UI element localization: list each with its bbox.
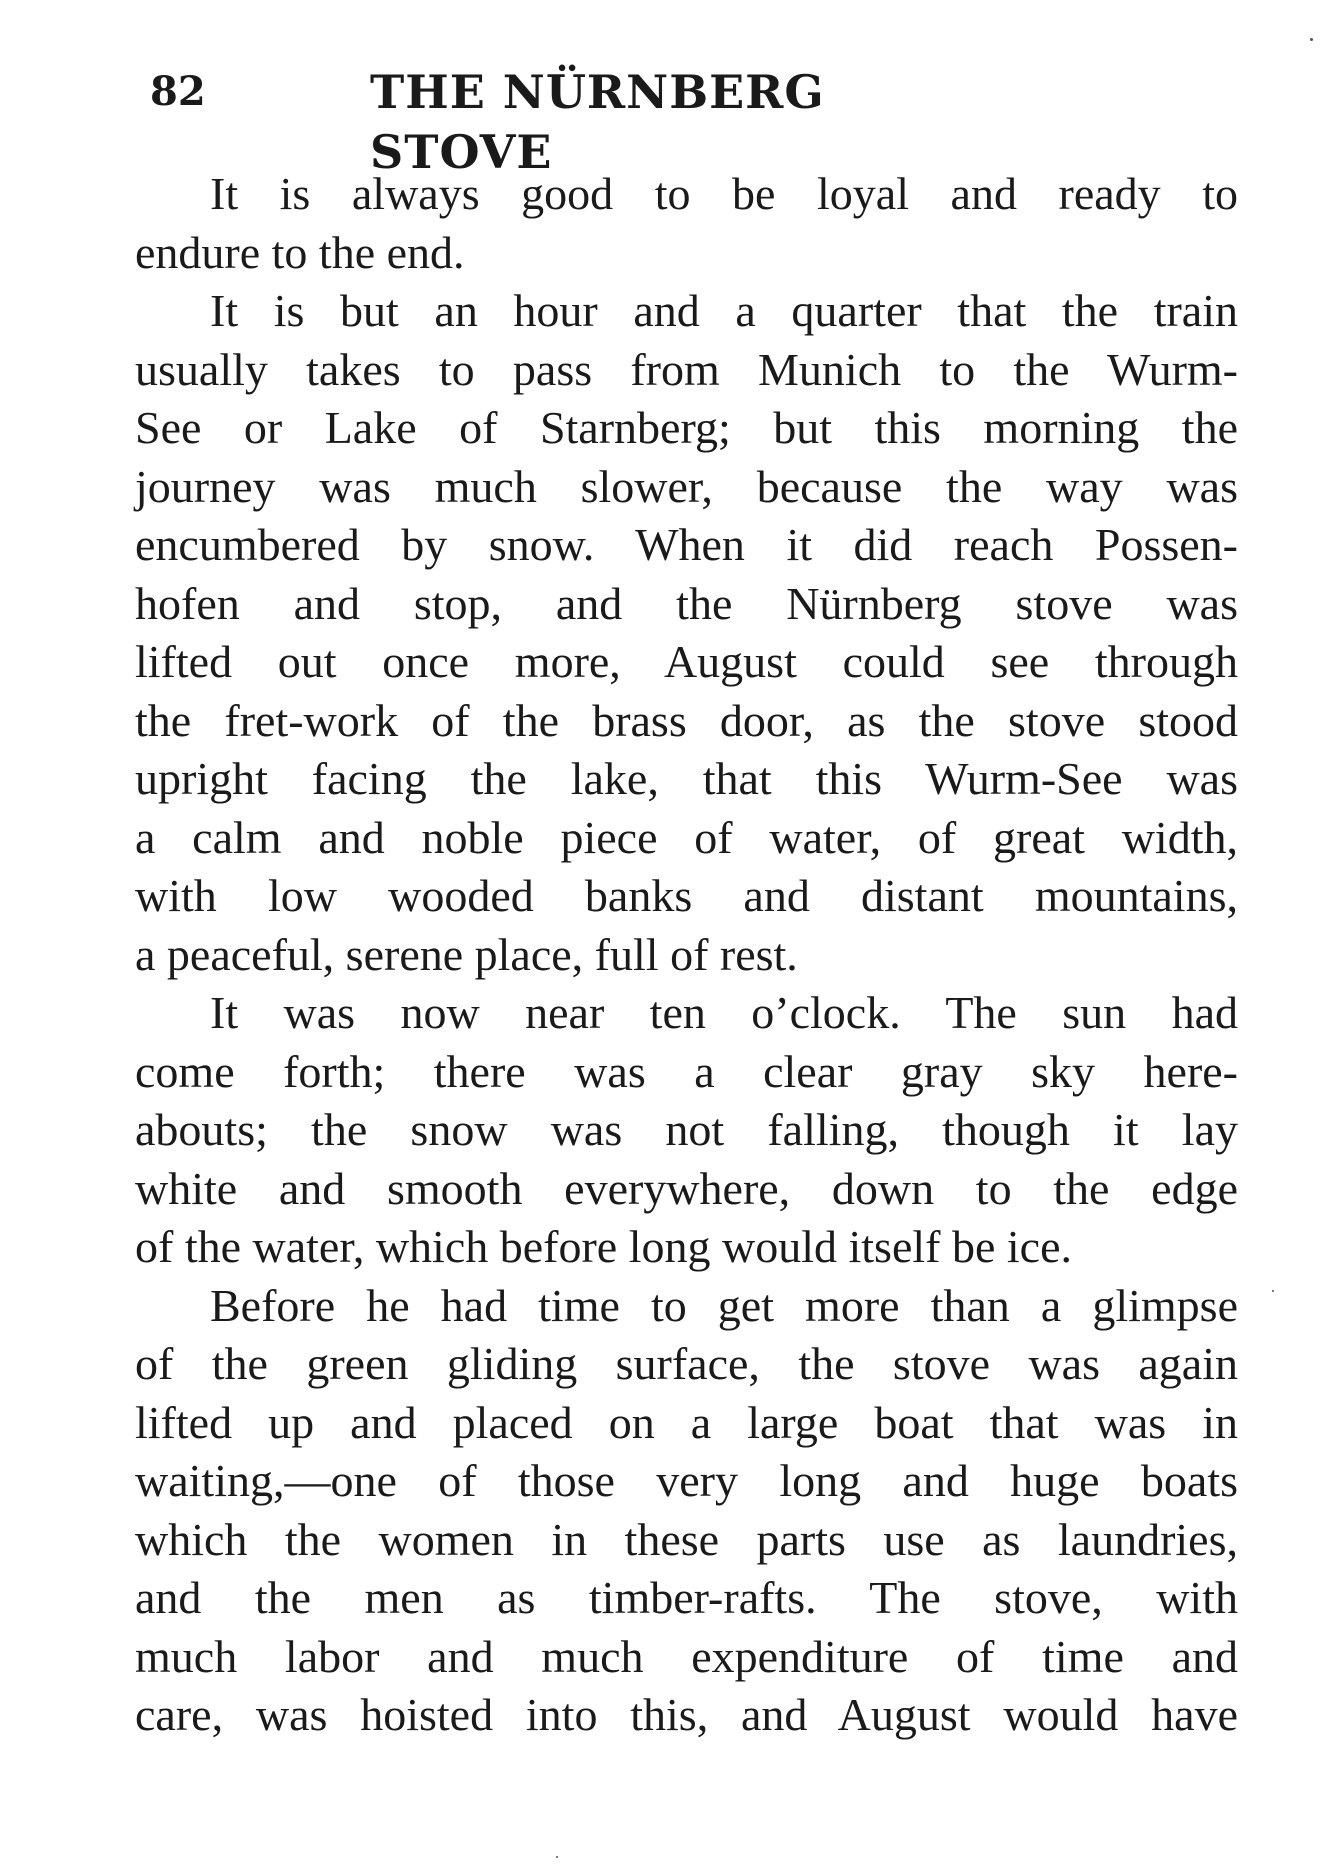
text-line: of the green gliding surface, the stove was again (135, 1338, 1238, 1389)
print-speck (1272, 1290, 1274, 1292)
text-line: of the water, which before long would itself be ice. (135, 1221, 1073, 1272)
text-line: care, was hoisted into this, and August would have (135, 1689, 1238, 1740)
text-line: usually takes to pass from Munich to the Wurm- (135, 343, 1238, 395)
text-line: encumbered by snow. When it did reach Possen- (135, 519, 1238, 570)
print-speck (1310, 38, 1313, 41)
text-line: It is always good to be loyal and ready to (210, 168, 1238, 219)
text-line: abouts; the snow was not falling, though it lay (135, 1104, 1238, 1155)
text-line: and the men as timber-rafts. The stove, with (135, 1572, 1238, 1623)
print-speck (556, 1856, 558, 1858)
text-line: hofen and stop, and the Nürnberg stove was (135, 577, 1238, 629)
text-line: lifted up and placed on a large boat that was in (135, 1396, 1238, 1448)
text-line: which the women in these parts use as laundries, (135, 1513, 1238, 1565)
running-head (150, 62, 1020, 179)
text-line: upright facing the lake, that this Wurm-See was (135, 753, 1238, 804)
text-line: a calm and noble piece of water, of great width, (135, 811, 1238, 863)
text-line: with low wooded banks and distant mountains, (135, 870, 1238, 921)
text-line: Before he had time to get more than a glimpse (210, 1279, 1238, 1331)
text-line: much labor and much expenditure of time and (135, 1630, 1238, 1682)
text-line: See or Lake of Starnberg; but this morning the (135, 402, 1238, 453)
text-line: lifted out once more, August could see through (135, 636, 1238, 687)
text-line: a peaceful, serene place, full of rest. (135, 928, 798, 980)
text-line: waiting,—one of those very long and huge boats (135, 1455, 1238, 1506)
text-line: endure to the end. (135, 226, 465, 278)
running-title: THE NÜRNBERG STOVE (370, 65, 825, 179)
text-line: the fret-work of the brass door, as the stove stood (135, 694, 1238, 746)
text-line: It was now near ten o’clock. The sun had (210, 987, 1238, 1038)
text-line: come forth; there was a clear gray sky here- (135, 1045, 1238, 1097)
body-text (135, 165, 1238, 1745)
text-line: white and smooth everywhere, down to the edge (135, 1162, 1238, 1214)
page-number: 82 (150, 68, 206, 115)
text-line: It is but an hour and a quarter that the train (210, 285, 1238, 336)
text-line: journey was much slower, because the way was (135, 460, 1238, 512)
